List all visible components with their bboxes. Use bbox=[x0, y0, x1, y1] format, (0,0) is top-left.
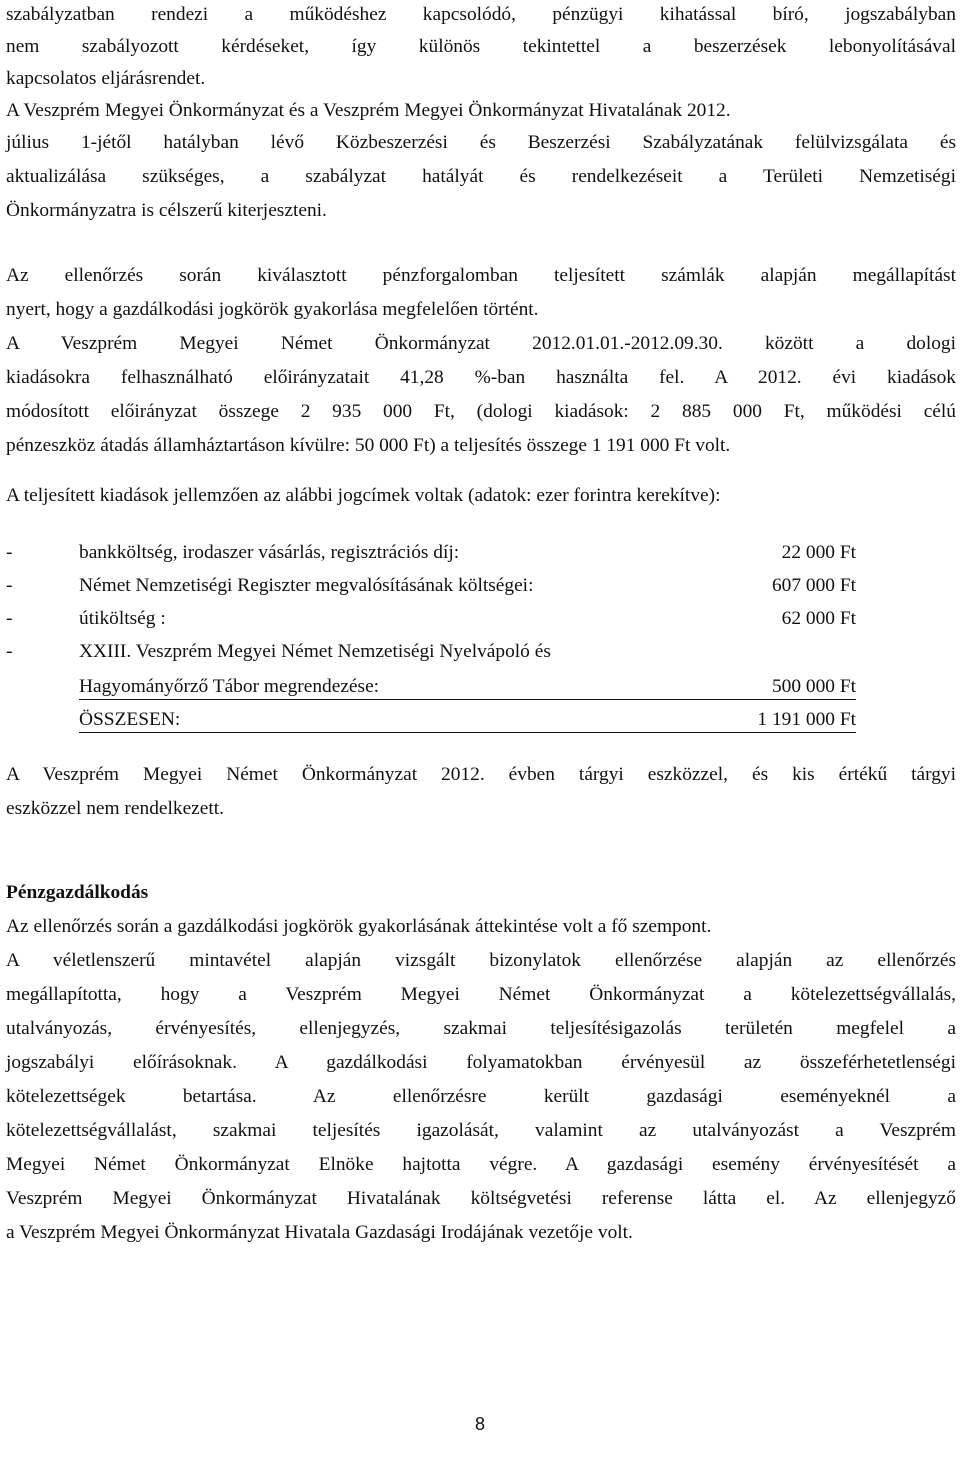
list-bullet: - bbox=[6, 608, 13, 629]
paragraph-line: A Veszprém Megyei Önkormányzat és a Veszprém Megyei Önkormányzat Hivatalának 2012. bbox=[6, 100, 731, 121]
total-label: ÖSSZESEN: bbox=[79, 709, 181, 730]
paragraph-line: pénzeszköz átadás államháztartáson kívülre: 50 000 Ft) a teljesítés összege 1 191 000 Ft volt. bbox=[6, 435, 731, 456]
paragraph-line: módosított előirányzat összege 2 935 000 Ft, (dologi kiadások: 2 885 000 Ft, működési célú bbox=[6, 401, 956, 422]
paragraph-line: A véletlenszerű mintavétel alapján vizsgált bizonylatok ellenőrzése alapján az ellenőrzés bbox=[6, 950, 956, 971]
list-bullet: - bbox=[6, 575, 13, 596]
underline-divider bbox=[79, 732, 856, 733]
paragraph-line: Önkormányzatra is célszerű kiterjeszteni. bbox=[6, 200, 327, 221]
paragraph-line: Az ellenőrzés során a gazdálkodási jogkörök gyakorlásának áttekintése volt a fő szempont. bbox=[6, 916, 712, 937]
total-amount: 1 191 000 Ft bbox=[757, 709, 856, 730]
paragraph-line: utalványozás, érvényesítés, ellenjegyzés, szakmai teljesítésigazolás területén megfelel a bbox=[6, 1018, 956, 1039]
expense-label: Német Nemzetiségi Regiszter megvalósításának költségei: bbox=[79, 575, 534, 596]
expense-label: bankköltség, irodaszer vásárlás, regisztrációs díj: bbox=[79, 542, 460, 563]
expense-amount: 500 000 Ft bbox=[771, 676, 856, 697]
paragraph-line: A Veszprém Megyei Német Önkormányzat 2012. évben tárgyi eszközzel, és kis értékű tárgyi bbox=[6, 764, 956, 785]
underline-divider bbox=[79, 699, 856, 700]
expense-label: XXIII. Veszprém Megyei Német Nemzetiségi Nyelvápoló és bbox=[79, 641, 551, 662]
expense-amount: 22 000 Ft bbox=[781, 542, 856, 563]
paragraph-line: A Veszprém Megyei Német Önkormányzat 2012.01.01.-2012.09.30. között a dologi bbox=[6, 333, 956, 354]
paragraph-line: jogszabályi előírásoknak. A gazdálkodási folyamatokban érvényesül az összeférhetetlenségi bbox=[6, 1052, 956, 1073]
section-heading: Pénzgazdálkodás bbox=[6, 882, 149, 903]
paragraph-line: nem szabályozott kérdéseket, így különös tekintettel a beszerzések lebonyolításával bbox=[6, 36, 956, 57]
paragraph-line: szabályzatban rendezi a működéshez kapcsolódó, pénzügyi kihatással bíró, jogszabályban bbox=[6, 4, 956, 25]
paragraph-line: megállapította, hogy a Veszprém Megyei Német Önkormányzat a kötelezettségvállalás, bbox=[6, 984, 956, 1005]
page-number: 8 bbox=[474, 1414, 485, 1434]
paragraph-line: Veszprém Megyei Önkormányzat Hivatalának költségvetési referense látta el. Az ellenjegyző bbox=[6, 1188, 956, 1209]
expense-label: útiköltség : bbox=[79, 608, 166, 629]
paragraph-line: aktualizálása szükséges, a szabályzat hatályát és rendelkezéseit a Területi Nemzetiségi bbox=[6, 166, 956, 187]
expense-amount: 607 000 Ft bbox=[771, 575, 856, 596]
paragraph-line: július 1-jétől hatályban lévő Közbeszerzési és Beszerzési Szabályzatának felülvizsgálata és bbox=[6, 132, 956, 153]
paragraph-line: kötelezettségvállalást, szakmai teljesítés igazolását, valamint az utalványozást a Veszprém bbox=[6, 1120, 956, 1141]
paragraph-line: nyert, hogy a gazdálkodási jogkörök gyakorlása megfelelően történt. bbox=[6, 299, 539, 320]
paragraph-line: Megyei Német Önkormányzat Elnöke hajtotta végre. A gazdasági esemény érvényesítését a bbox=[6, 1154, 956, 1175]
expense-label: Hagyományőrző Tábor megrendezése: bbox=[79, 676, 380, 697]
expense-amount: 62 000 Ft bbox=[781, 608, 856, 629]
list-bullet: - bbox=[6, 542, 13, 563]
list-intro: A teljesített kiadások jellemzően az alábbi jogcímek voltak (adatok: ezer forintra kerekítve): bbox=[6, 485, 721, 506]
paragraph-line: kapcsolatos eljárásrendet. bbox=[6, 68, 206, 89]
paragraph-line: eszközzel nem rendelkezett. bbox=[6, 798, 225, 819]
list-bullet: - bbox=[6, 641, 13, 662]
paragraph-line: kiadásokra felhasználható előirányzatait 41,28 %-ban használta fel. A 2012. évi kiadások bbox=[6, 367, 956, 388]
paragraph-line: a Veszprém Megyei Önkormányzat Hivatala Gazdasági Irodájának vezetője volt. bbox=[6, 1222, 633, 1243]
paragraph-line: Az ellenőrzés során kiválasztott pénzforgalomban teljesített számlák alapján megállapítást bbox=[6, 265, 956, 286]
paragraph-line: kötelezettségek betartása. Az ellenőrzésre került gazdasági eseményeknél a bbox=[6, 1086, 956, 1107]
